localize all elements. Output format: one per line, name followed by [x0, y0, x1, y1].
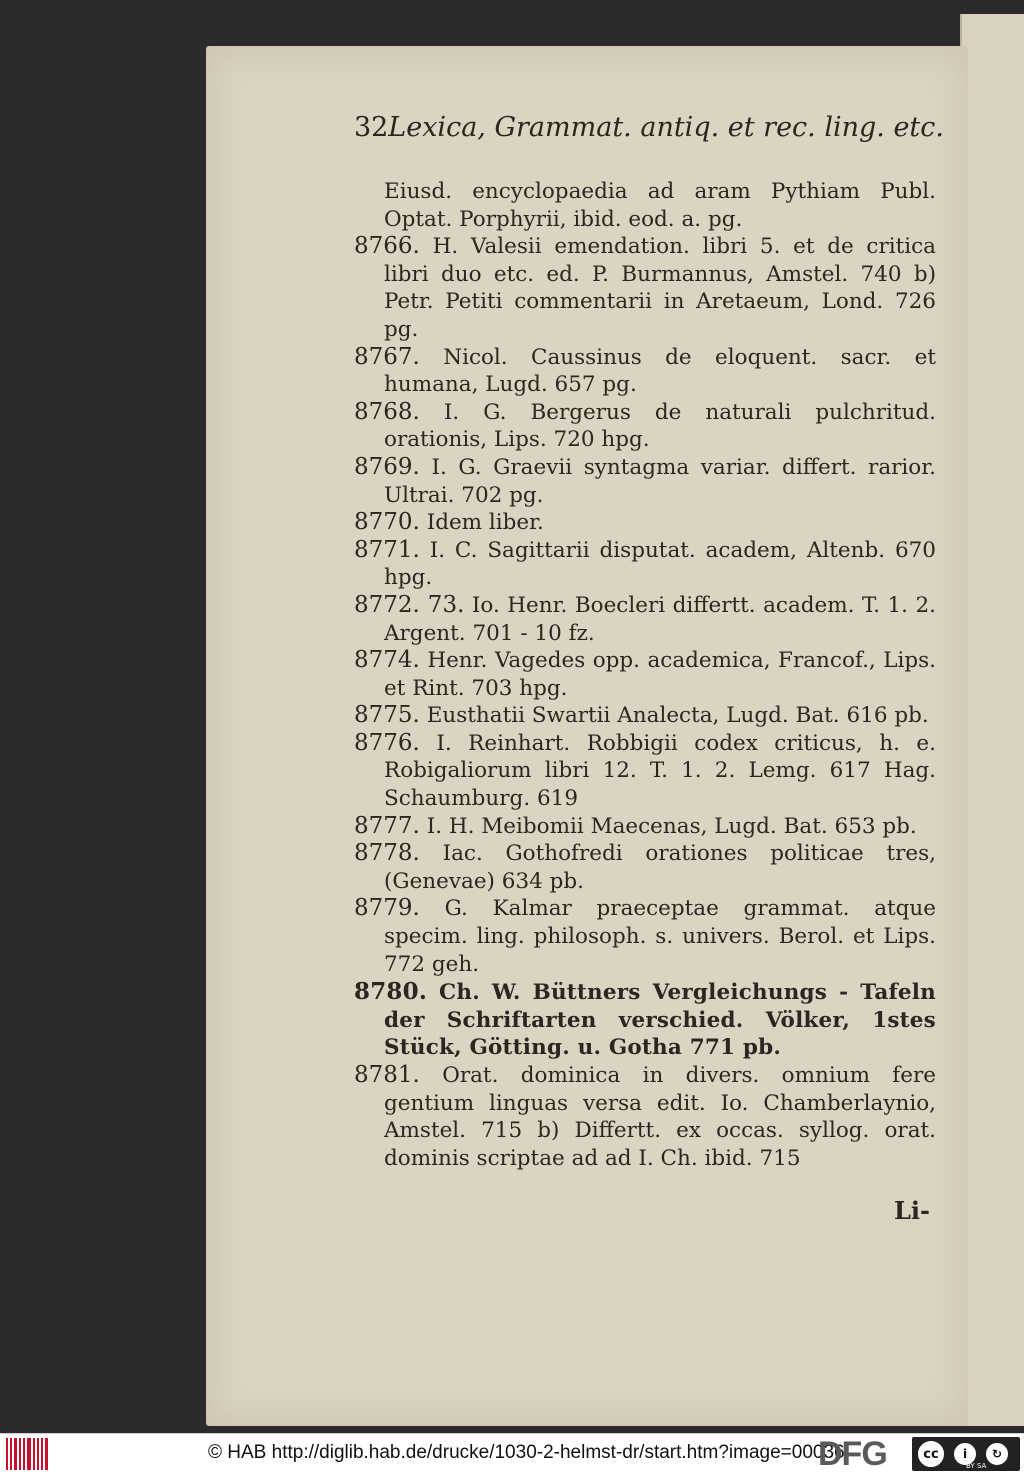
- catalogue-entry: [354, 399, 936, 454]
- sa-icon: ↻: [984, 1441, 1010, 1467]
- barcode-bar: [23, 1438, 25, 1470]
- catalogue-entry: [354, 592, 936, 647]
- cc-by-sa-icon[interactable]: [912, 1437, 1020, 1471]
- entry-number: 8774.: [354, 647, 420, 674]
- catalogue-entry: [354, 840, 936, 895]
- catalogue-entry: [354, 730, 936, 813]
- barcode-bar: [14, 1438, 17, 1470]
- entry-number: 8776.: [354, 729, 420, 756]
- by-icon: i: [952, 1441, 978, 1467]
- barcode-bar: [33, 1438, 35, 1470]
- entry-text: Io. Henr. Boecleri differtt. academ. T. 1. 2. Argent. 701 - 10 fz.: [384, 592, 936, 646]
- entry-text: I. G. Bergerus de naturali pulchritud. orationis, Lips. 720 hpg.: [384, 399, 936, 453]
- entry-text: I. Reinhart. Robbigii codex criticus, h. e. Robigaliorum libri 12. T. 1. 2. Lemg. 617 Hag. Schaumburg. 619: [384, 730, 936, 812]
- entry-number: 8772. 73.: [354, 591, 465, 618]
- barcode-bar: [37, 1438, 39, 1470]
- catalogue-entry: [354, 509, 936, 537]
- entry-number: 8779.: [354, 895, 420, 922]
- running-head: [354, 112, 944, 148]
- entry-number: 8767.: [354, 343, 420, 370]
- entry-number: 8777.: [354, 812, 420, 839]
- catalogue-entry: [354, 233, 936, 343]
- catalogue-entry: [354, 537, 936, 592]
- entry-text: I. C. Sagittarii disputat. academ, Altenb. 670 hpg.: [384, 537, 936, 591]
- entry-text: Orat. dominica in divers. omnium fere gentium linguas versa edit. Io. Chamberlaynio, Amstel. 715 b) Differtt. ex occas. syllog. orat. dominis scriptae ad ad I. Ch. ibid. 715: [384, 1063, 936, 1171]
- book-page: [206, 46, 968, 1426]
- catalogue-entry: [354, 978, 936, 1062]
- catalogue-entry: [354, 813, 936, 841]
- entry-number: 8781.: [354, 1062, 420, 1088]
- entry-text: Ch. W. Büttners Vergleichungs - Tafeln der Schriftarten verschied. Völker, 1stes Stück, Götting. u. Gotha 771 pb.: [384, 980, 936, 1061]
- entry-number: 8775.: [354, 702, 420, 729]
- catalogue-entries: [354, 178, 936, 1172]
- catalogue-entry: [354, 1062, 936, 1172]
- entry-text: Nicol. Caussinus de eloquent. sacr. et humana, Lugd. 657 pg.: [384, 344, 936, 398]
- catalogue-entry: [354, 702, 936, 730]
- license-tag: BY SA: [966, 1462, 987, 1470]
- barcode-bar: [45, 1438, 48, 1470]
- entry-text: Henr. Vagedes opp. academica, Francof., Lips. et Rint. 703 hpg.: [384, 648, 936, 701]
- catalogue-entry: [354, 647, 936, 702]
- entry-number: 8769.: [354, 453, 420, 480]
- entry-text: Idem liber.: [426, 510, 544, 536]
- barcode-bar: [27, 1438, 31, 1470]
- entry-number: 8770.: [354, 509, 420, 536]
- entry-number: 8778.: [354, 840, 420, 867]
- entry-number: 8768.: [354, 398, 420, 425]
- barcode-bar: [10, 1438, 12, 1470]
- entry-text: Eusthatii Swartii Analecta, Lugd. Bat. 616 pb.: [426, 703, 929, 729]
- cc-icon: cc: [916, 1439, 946, 1469]
- dfg-logo: DFG: [818, 1435, 887, 1473]
- catalogue-entry: [354, 454, 936, 509]
- entry-number: 8766.: [354, 233, 420, 260]
- running-head-title: Lexica, Grammat. antiq. et rec. ling. etc.: [388, 112, 944, 143]
- entry-text: G. Kalmar praeceptae grammat. atque specim. ling. philosoph. s. univers. Berol. et Lips. 772 geh.: [384, 896, 936, 977]
- catalogue-entry: [354, 344, 936, 399]
- barcode-bar: [41, 1438, 43, 1470]
- entry-text: Iac. Gothofredi orationes politicae tres, (Genevae) 634 pb.: [384, 841, 936, 894]
- entry-text: Eiusd. encyclopaedia ad aram Pythiam Publ. Optat. Porphyrii, ibid. eod. a. pg.: [384, 179, 936, 232]
- catalogue-entry: [354, 895, 936, 978]
- entry-number: 8780.: [354, 978, 428, 1006]
- catalogue-entry: [354, 178, 936, 233]
- catchword: Li-: [894, 1196, 930, 1225]
- copyright-link[interactable]: © HAB http://diglib.hab.de/drucke/1030-2-helmst-dr/start.htm?image=00036: [208, 1442, 845, 1463]
- entry-text: H. Valesii emendation. libri 5. et de critica libri duo etc. ed. P. Burmannus, Amstel. 740 b) Petr. Petiti commentarii in Aretaeum, Lond. 726 pg.: [384, 234, 937, 342]
- viewer-footer: [0, 1433, 1024, 1474]
- entry-text: I. H. Meibomii Maecenas, Lugd. Bat. 653 pb.: [426, 813, 917, 839]
- entry-number: 8771.: [354, 536, 420, 563]
- adjacent-page-edge: [960, 14, 1024, 1426]
- page-number: 32: [354, 112, 389, 143]
- barcode-bar: [19, 1438, 21, 1470]
- barcode-bar: [6, 1438, 8, 1470]
- barcode-icon: [6, 1438, 48, 1470]
- entry-text: I. G. Graevii syntagma variar. differt. rarior. Ultrai. 702 pg.: [384, 454, 936, 508]
